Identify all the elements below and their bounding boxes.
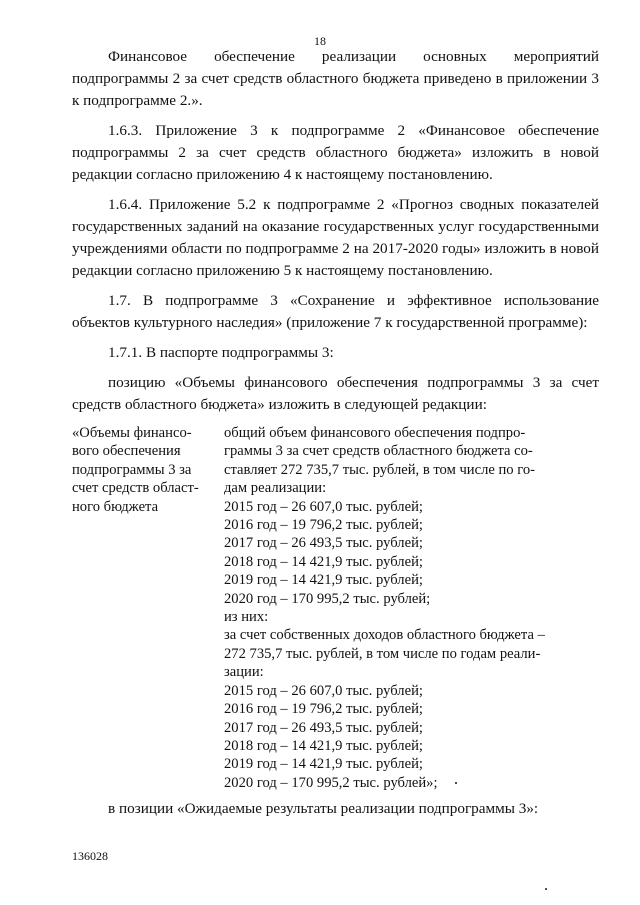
passport-value-line: зации: <box>224 664 264 681</box>
passport-label-line: счет средств област- <box>72 480 199 497</box>
passport-label-line: подпрограммы 3 за <box>72 461 192 478</box>
scan-speck <box>545 888 547 890</box>
passport-value-line: 2016 год – 19 796,2 тыс. рублей; <box>224 517 423 534</box>
paragraph: позицию «Объемы финансового обеспечения подпрограммы 3 за счет средств областного бюджета» изложить в следующей редакции: <box>72 374 599 413</box>
passport-value-line: 2015 год – 26 607,0 тыс. рублей; <box>224 498 423 515</box>
passport-value-line: за счет собственных доходов областного бюджета – <box>224 627 545 644</box>
document-body <box>72 46 599 828</box>
footer-code: 136028 <box>72 849 108 863</box>
passport-label-line: ного бюджета <box>72 498 159 515</box>
paragraph: 1.6.3. Приложение 3 к подпрограмме 2 «Финансовое обеспечение подпрограммы 2 за счет средств областного бюджета» изложить в новой редакции согласно приложению 4 к настоящему постановлению. <box>72 122 599 183</box>
passport-value-line: 2019 год – 14 421,9 тыс. рублей; <box>224 572 423 589</box>
passport-label-cell <box>72 424 215 792</box>
passport-value-line: 2017 год – 26 493,5 тыс. рублей; <box>224 535 423 552</box>
passport-value-line: дам реализации: <box>224 480 327 497</box>
passport-value-line: 2016 год – 19 796,2 тыс. рублей; <box>224 701 423 718</box>
passport-value-line: 2015 год – 26 607,0 тыс. рублей; <box>224 682 423 699</box>
closing-paragraph: в позиции «Ожидаемые результаты реализации подпрограммы 3»: <box>108 800 539 818</box>
passport-value-line: 2018 год – 14 421,9 тыс. рублей; <box>224 737 423 754</box>
passport-value-line: 2018 год – 14 421,9 тыс. рублей; <box>224 553 423 570</box>
passport-value-cell <box>224 424 548 792</box>
passport-table <box>72 424 599 792</box>
passport-value-line: общий объем финансового обеспечения подпро- <box>224 425 526 441</box>
passport-value-line: 2020 год – 170 995,2 тыс. рублей; <box>224 590 431 607</box>
passport-value-line: 2017 год – 26 493,5 тыс. рублей; <box>224 719 423 736</box>
passport-label-line: вого обеспечения <box>72 443 181 460</box>
paragraph: Финансовое обеспечение реализации основных мероприятий подпрограммы 2 за счет средств областного бюджета приведено в приложении 3 к подпрограмме 2.». <box>72 48 599 109</box>
paragraph: 1.6.4. Приложение 5.2 к подпрограмме 2 «Прогноз сводных показателей государственных заданий на оказание государственных услуг государственными учреждениями области по подпрограмме 2 на 2017-2020 годы» изложить в новой редакции согласно приложению 5 к настоящему постановлению. <box>72 196 599 279</box>
paragraph: 1.7. В подпрограмме 3 «Сохранение и эффективное использование объектов культурного наследия» (приложение 7 к государственной программе): <box>72 292 599 331</box>
passport-value-line: из них: <box>224 609 269 626</box>
passport-value-line: 272 735,7 тыс. рублей, в том числе по годам реали- <box>224 645 541 662</box>
paragraph: 1.7.1. В паспорте подпрограммы 3: <box>108 344 334 361</box>
passport-value-line: 2020 год – 170 995,2 тыс. рублей»; <box>224 774 438 791</box>
passport-value-line: 2019 год – 14 421,9 тыс. рублей; <box>224 756 423 773</box>
passport-value-line: граммы 3 за счет средств областного бюджета со- <box>224 443 533 460</box>
scan-speck <box>455 782 457 784</box>
passport-label-line: «Объемы финансо- <box>72 425 192 441</box>
passport-value-line: ставляет 272 735,7 тыс. рублей, в том числе по го- <box>224 461 536 478</box>
page-number: 18 <box>314 34 326 48</box>
